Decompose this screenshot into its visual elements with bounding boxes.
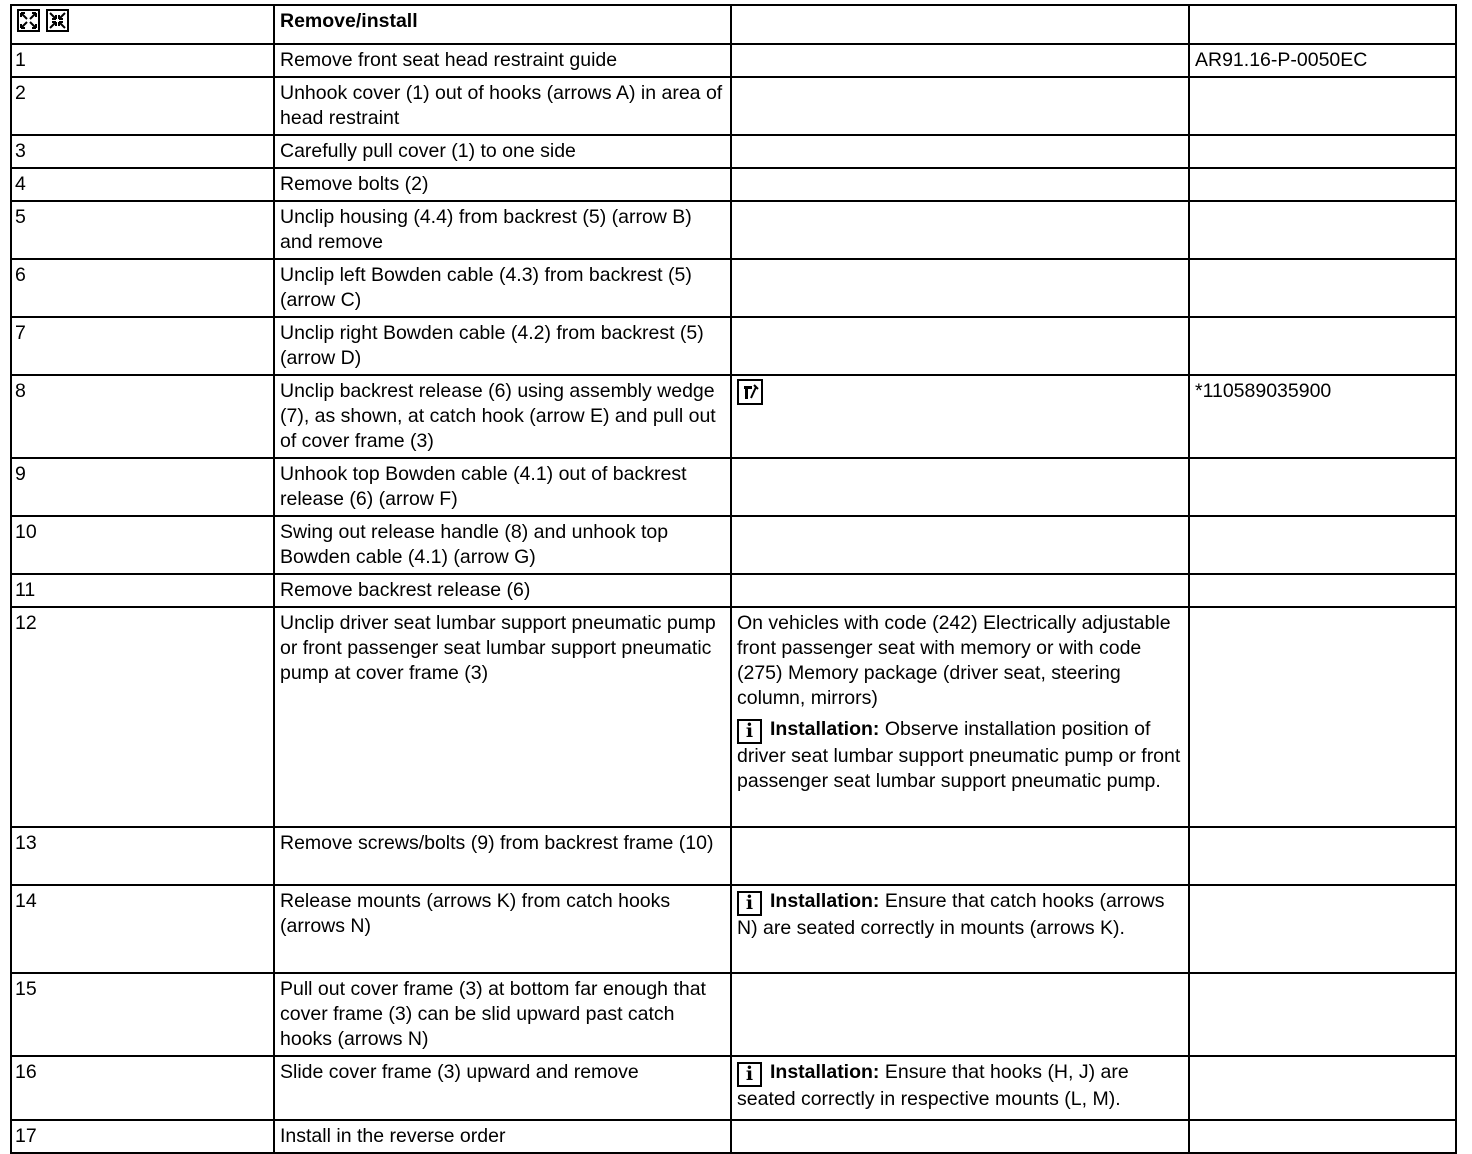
expand-all-icon[interactable] — [17, 9, 40, 32]
table-row — [11, 375, 1456, 458]
table-row — [11, 458, 1456, 516]
info-icon: i — [737, 719, 762, 744]
installation-text: Observe installation position of driver seat lumbar support pneumatic pump or front passenger seat lumbar support pneumatic pump. — [737, 718, 1181, 792]
step-note — [731, 168, 1189, 201]
procedure-table — [10, 4, 1457, 1154]
step-text: Release mounts (arrows K) from catch hooks (arrows N) — [274, 885, 731, 973]
step-number: 13 — [11, 827, 274, 885]
step-reference — [1189, 77, 1456, 135]
info-icon: i — [737, 1062, 762, 1087]
step-text: Install in the reverse order — [274, 1120, 731, 1153]
step-reference — [1189, 168, 1456, 201]
table-row — [11, 259, 1456, 317]
step-note — [731, 516, 1189, 574]
step-text: Unhook top Bowden cable (4.1) out of backrest release (6) (arrow F) — [274, 458, 731, 516]
step-note — [731, 317, 1189, 375]
step-text: Unhook cover (1) out of hooks (arrows A) in area of head restraint — [274, 77, 731, 135]
step-reference — [1189, 317, 1456, 375]
table-row — [11, 607, 1456, 827]
step-reference — [1189, 458, 1456, 516]
step-number: 14 — [11, 885, 274, 973]
step-reference — [1189, 973, 1456, 1056]
step-text: Remove front seat head restraint guide — [274, 44, 731, 77]
step-number: 2 — [11, 77, 274, 135]
installation-label: Installation: — [770, 718, 880, 740]
step-reference — [1189, 885, 1456, 973]
step-reference — [1189, 574, 1456, 607]
special-tool-icon[interactable] — [737, 379, 763, 405]
table-row — [11, 77, 1456, 135]
collapse-all-icon[interactable] — [46, 9, 69, 32]
step-number: 1 — [11, 44, 274, 77]
installation-note — [737, 889, 1183, 941]
step-reference — [1189, 259, 1456, 317]
step-note — [731, 44, 1189, 77]
step-note — [731, 827, 1189, 885]
step-reference-link[interactable]: AR91.16-P-0050EC — [1189, 44, 1456, 77]
step-number: 9 — [11, 458, 274, 516]
step-text: Swing out release handle (8) and unhook top Bowden cable (4.1) (arrow G) — [274, 516, 731, 574]
step-note — [731, 1056, 1189, 1120]
table-row — [11, 885, 1456, 973]
header-empty-cell — [1189, 5, 1456, 44]
installation-note — [737, 717, 1183, 794]
step-text: Unclip right Bowden cable (4.2) from backrest (5) (arrow D) — [274, 317, 731, 375]
step-reference — [1189, 1056, 1456, 1120]
header-title: Remove/install — [274, 5, 731, 44]
table-row — [11, 973, 1456, 1056]
step-note — [731, 77, 1189, 135]
step-text: Remove screws/bolts (9) from backrest frame (10) — [274, 827, 731, 885]
step-text: Unclip driver seat lumbar support pneumatic pump or front passenger seat lumbar support pneumatic pump at cover frame (3) — [274, 607, 731, 827]
step-text: Unclip housing (4.4) from backrest (5) (arrow B) and remove — [274, 201, 731, 259]
step-number: 16 — [11, 1056, 274, 1120]
step-note — [731, 135, 1189, 168]
header-icons-cell — [11, 5, 274, 44]
table-header-row — [11, 5, 1456, 44]
step-number: 3 — [11, 135, 274, 168]
info-icon: i — [737, 891, 762, 916]
step-reference — [1189, 607, 1456, 827]
step-number: 5 — [11, 201, 274, 259]
header-empty-cell — [731, 5, 1189, 44]
step-number: 11 — [11, 574, 274, 607]
installation-label: Installation: — [770, 1061, 880, 1083]
step-text: Remove bolts (2) — [274, 168, 731, 201]
step-note — [731, 574, 1189, 607]
step-text: Carefully pull cover (1) to one side — [274, 135, 731, 168]
step-reference — [1189, 827, 1456, 885]
table-row — [11, 168, 1456, 201]
step-number: 10 — [11, 516, 274, 574]
step-note — [731, 375, 1189, 458]
step-number: 8 — [11, 375, 274, 458]
vehicle-code-note: On vehicles with code (242) Electrically adjustable front passenger seat with memory or with code (275) Memory package (driver seat, steering column, mirrors) — [737, 612, 1171, 709]
table-row — [11, 827, 1456, 885]
step-text: Remove backrest release (6) — [274, 574, 731, 607]
step-number: 12 — [11, 607, 274, 827]
step-note — [731, 259, 1189, 317]
tool-reference-link[interactable]: *110589035900 — [1189, 375, 1456, 458]
table-row — [11, 1120, 1456, 1153]
table-row — [11, 1056, 1456, 1120]
step-text: Slide cover frame (3) upward and remove — [274, 1056, 731, 1120]
step-note — [731, 607, 1189, 827]
step-note — [731, 458, 1189, 516]
installation-text: Ensure that hooks (H, J) are seated correctly in respective mounts (L, M). — [737, 1061, 1129, 1110]
step-note — [731, 973, 1189, 1056]
step-number: 6 — [11, 259, 274, 317]
table-row — [11, 516, 1456, 574]
installation-note — [737, 1060, 1183, 1112]
step-number: 7 — [11, 317, 274, 375]
table-row — [11, 44, 1456, 77]
step-reference — [1189, 201, 1456, 259]
step-note — [731, 1120, 1189, 1153]
step-number: 4 — [11, 168, 274, 201]
step-reference — [1189, 135, 1456, 168]
installation-text: Ensure that catch hooks (arrows N) are seated correctly in mounts (arrows K). — [737, 890, 1165, 939]
table-row — [11, 201, 1456, 259]
step-number: 15 — [11, 973, 274, 1056]
installation-label: Installation: — [770, 890, 880, 912]
table-row — [11, 135, 1456, 168]
step-note — [731, 201, 1189, 259]
step-text: Pull out cover frame (3) at bottom far enough that cover frame (3) can be slid upward past catch hooks (arrows N) — [274, 973, 731, 1056]
step-reference — [1189, 1120, 1456, 1153]
step-number: 17 — [11, 1120, 274, 1153]
step-text: Unclip backrest release (6) using assembly wedge (7), as shown, at catch hook (arrow E) and pull out of cover frame (3) — [274, 375, 731, 458]
step-text: Unclip left Bowden cable (4.3) from backrest (5) (arrow C) — [274, 259, 731, 317]
table-row — [11, 574, 1456, 607]
table-row — [11, 317, 1456, 375]
step-note — [731, 885, 1189, 973]
step-reference — [1189, 516, 1456, 574]
